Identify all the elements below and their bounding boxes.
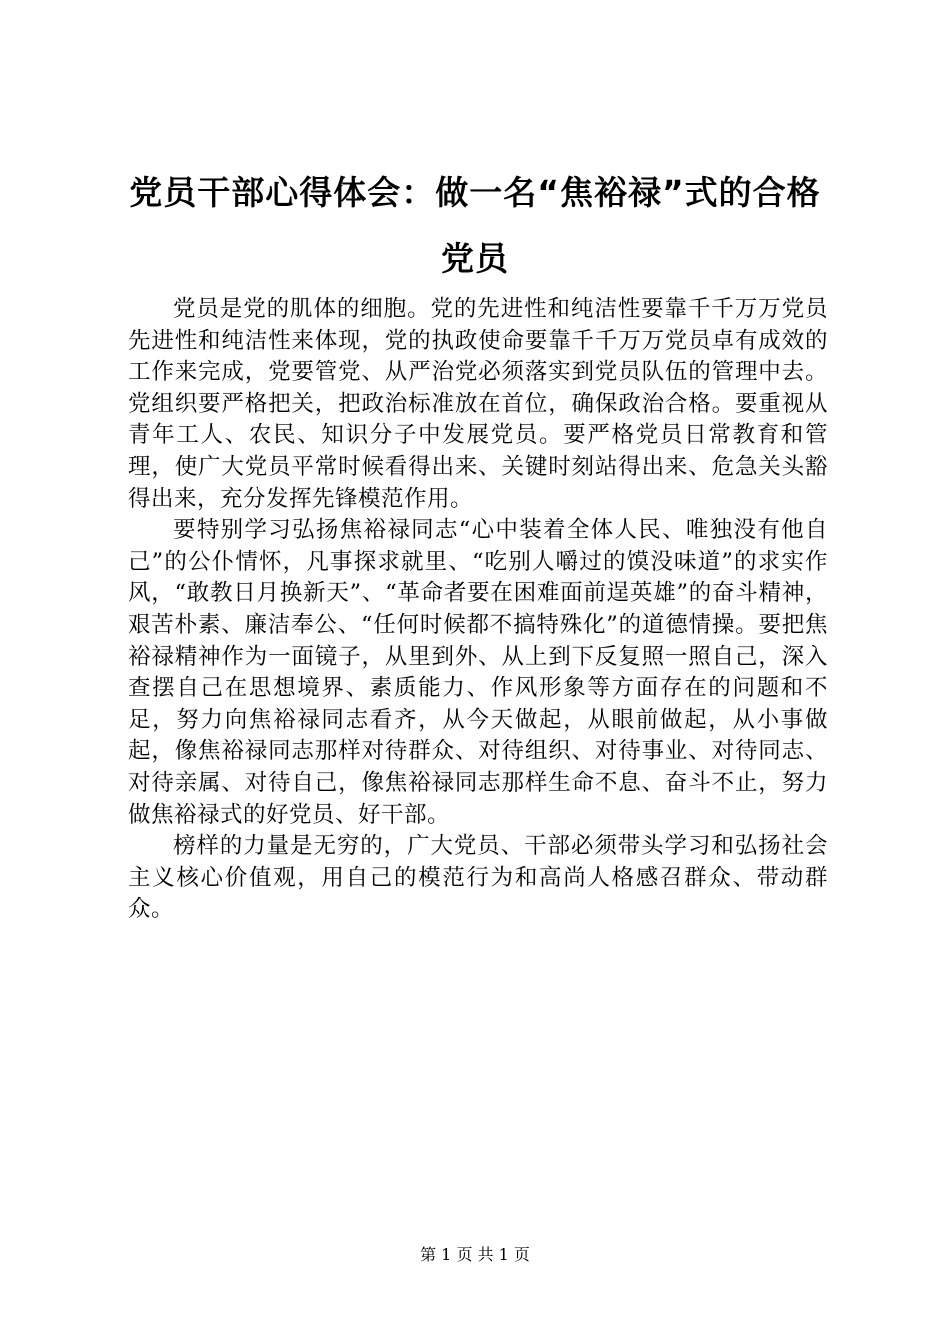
paragraph-1: 党员是党的肌体的细胞。党的先进性和纯洁性要靠千千万万党员先进性和纯洁性来体现，党的执政使命要靠千千万万党员卓有成效的工作来完成，党要管党、从严治党必须落实到党员队伍的管理中去。党组织要严格把关，把政治标准放在首位，确保政治合格。要重视从青年工人、农民、知识分子中发展党员。要严格党员日常教育和管理，使广大党员平常时候看得出来、关键时刻站得出来、危急关头豁得出来，充分发挥先锋模范作用。 (128, 296, 828, 512)
document-body (128, 294, 828, 926)
paragraph-2: 要特别学习弘扬焦裕禄同志“心中装着全体人民、唯独没有他自己”的公仆情怀，凡事探求就里、“吃别人嚼过的馍没味道”的求实作风，“敢教日月换新天”、“革命者要在困难面前逞英雄”的奋斗精神，艰苦朴素、廉洁奉公、“任何时候都不搞特殊化”的道德情操。要把焦裕禄精神作为一面镜子，从里到外、从上到下反复照一照自己，深入查摆自己在思想境界、素质能力、作风形象等方面存在的问题和不足，努力向焦裕禄同志看齐，从今天做起，从眼前做起，从小事做起，像焦裕禄同志那样对待群众、对待组织、对待事业、对待同志、对待亲属、对待自己，像焦裕禄同志那样生命不息、奋斗不止，努力做焦裕禄式的好党员、好干部。 (128, 517, 828, 828)
document-title: 党员干部心得体会：做一名“焦裕禄”式的合格党员 (129, 173, 821, 278)
paragraph-3: 榜样的力量是无穷的，广大党员、干部必须带头学习和弘扬社会主义核心价值观，用自己的模范行为和高尚人格感召群众、带动群众。 (128, 833, 828, 923)
page-footer: 第 1 页 共 1 页 (420, 1245, 530, 1264)
